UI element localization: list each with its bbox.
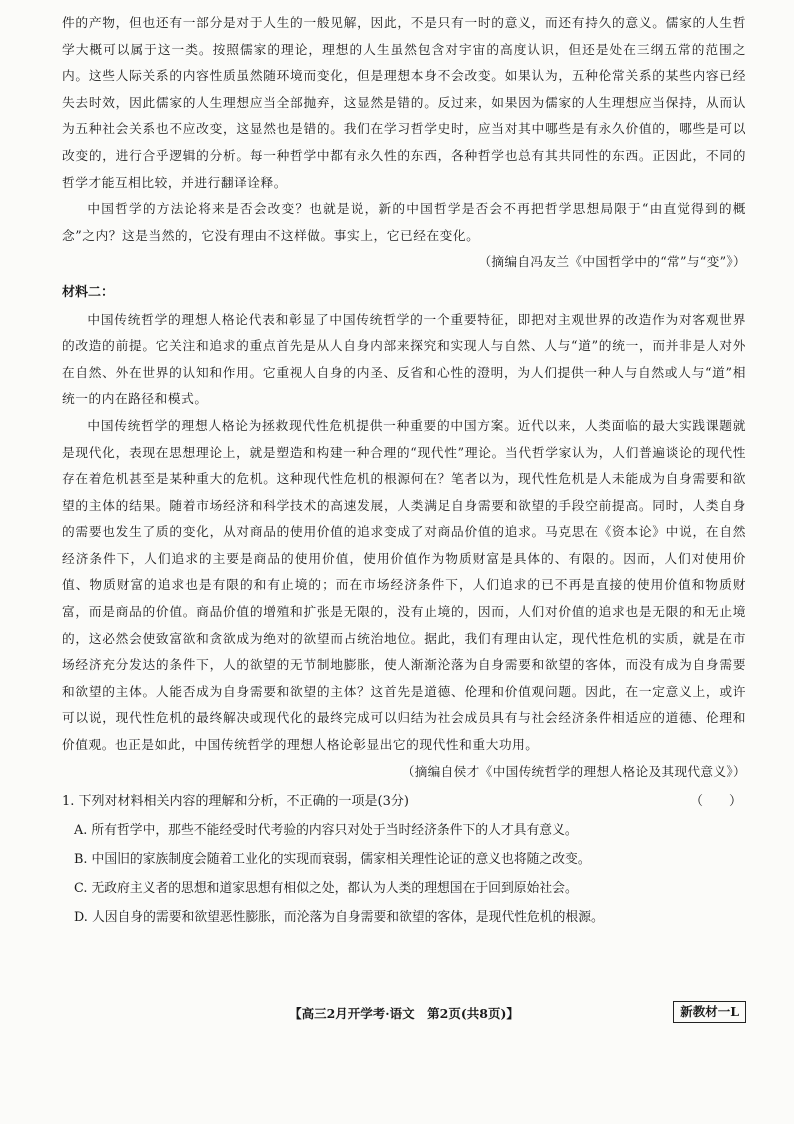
- material-two-source: （摘编自侯才《中国传统哲学的理想人格论及其现代意义》）: [401, 763, 746, 779]
- footer-page-info: 【高三2月开学考·语文 第2页(共8页)】: [289, 1006, 519, 1021]
- footer-edition-tag: 新教材一L: [673, 1001, 746, 1023]
- page-footer: [62, 1001, 746, 1025]
- question-stem: [62, 787, 746, 816]
- answer-parenthesis: （ ）: [689, 794, 742, 810]
- option-c: C. 无政府主义者的思想和道家思想有相似之处，都认为人类的理想国在于回到原始社会。: [74, 881, 578, 897]
- material-one-source: （摘编自冯友兰《中国哲学中的“常”与“变”》）: [478, 254, 746, 270]
- material-one-paragraph: 中国哲学的方法论将来是否会改变？也就是说，新的中国哲学是否会不再把哲学思想局限于“由直觉得到的概念”之内？这是当然的，它没有理由不这样做。事实上，它已经在变化。: [62, 201, 746, 243]
- option-a: A. 所有哲学中，那些不能经受时代考验的内容只对处于当时经济条件下的人才具有意义。: [74, 823, 578, 839]
- option-d: D. 人因自身的需要和欲望恶性膨胀，而沦落为自身需要和欲望的客体，是现代性危机的根源。: [74, 910, 604, 926]
- option-b: B. 中国旧的家族制度会随着工业化的实现而衰弱，儒家相关理性论证的意义也将随之改变。: [74, 852, 591, 868]
- material-two: [62, 280, 746, 785]
- question-stem-text: 1. 下列对材料相关内容的理解和分析，不正确的一项是(3分): [62, 794, 409, 810]
- material-two-paragraph: 中国传统哲学的理想人格论代表和彰显了中国传统哲学的一个重要特征，即把对主观世界的改造作为对客观世界的改造的前提。它关注和追求的重点首先是从人自身内部来探究和实现人与自然、人与“道”的统一，而并非是人对外在自然、外在世界的认知和作用。它重视人自身的内圣、反省和心性的澄明，为人们提供一种人与自然或人与“道”相统一的内在路径和模式。: [62, 311, 746, 407]
- material-two-heading: 材料二：: [62, 284, 115, 300]
- question-one: [62, 787, 746, 932]
- material-one-continued: [62, 10, 746, 276]
- material-two-paragraph: 中国传统哲学的理想人格论为拯救现代性危机提供一种重要的中国方案。近代以来，人类面临的最大实践课题就是现代化，表现在思想理论上，就是塑造和构建一种合理的“现代性”理论。当代哲学家认为，人们普遍谈论的现代性存在着危机甚至是某种重大的危机。这种现代性危机的根源何在？笔者以为，现代性危机是人未能成为自身需要和欲望的主体的结果。随着市场经济和科学技术的高速发展，人类满足自身需要和欲望的手段空前提高。同时，人类自身的需要也发生了质的变化，从对商品的使用价值的追求变成了对商品价值的追求。马克思在《资本论》中说，在自然经济条件下，人们追求的主要是商品的使用价值，使用价值作为物质财富是具体的、有限的。因而，人们对使用价值、物质财富的追求也是有限的和有止境的；而在市场经济条件下，人们追求的已不再是直接的使用价值和物质财富，而是商品的价值。商品价值的增殖和扩张是无限的，没有止境的，因而，人们对价值的追求也是无限的和无止境的，这必然会使致富欲和贪欲成为绝对的欲望而占统治地位。据此，我们有理由认定，现代性危机的实质，就是在市场经济充分发达的条件下，人的欲望的无节制地膨胀，使人渐渐沦落为自身需要和欲望的客体，而没有成为自身需要和欲望的主体。人能否成为自身需要和欲望的主体？这首先是道德、伦理和价值观问题。因此，在一定意义上，或许可以说，现代性危机的最终解决或现代化的最终完成可以归结为社会成员具有与社会经济条件相适应的道德、伦理和价值观。也正是如此，中国传统哲学的理想人格论彰显出它的现代性和重大功用。: [62, 417, 746, 753]
- material-one-paragraph: 件的产物，但也还有一部分是对于人生的一般见解，因此，不是只有一时的意义，而还有持久的意义。儒家的人生哲学大概可以属于这一类。按照儒家的理论，理想的人生虽然包含对宇宙的高度认识，但还是处在三纲五常的范围之内。这些人际关系的内容性质虽然随环境而变化，但是理想本身不会改变。如果认为，五种伦常关系的某些内容已经失去时效，因此儒家的人生理想应当全部抛弃，这显然是错的。反过来，如果因为儒家的人生理想应当保持，从而认为五种社会关系也不应改变，这显然也是错的。我们在学习哲学史时，应当对其中哪些是有永久价值的，哪些是可以改变的，进行合乎逻辑的分析。每一种哲学中都有永久性的东西，各种哲学也总有其共同性的东西。正因此，不同的哲学才能互相比较，并进行翻译诠释。: [62, 15, 746, 190]
